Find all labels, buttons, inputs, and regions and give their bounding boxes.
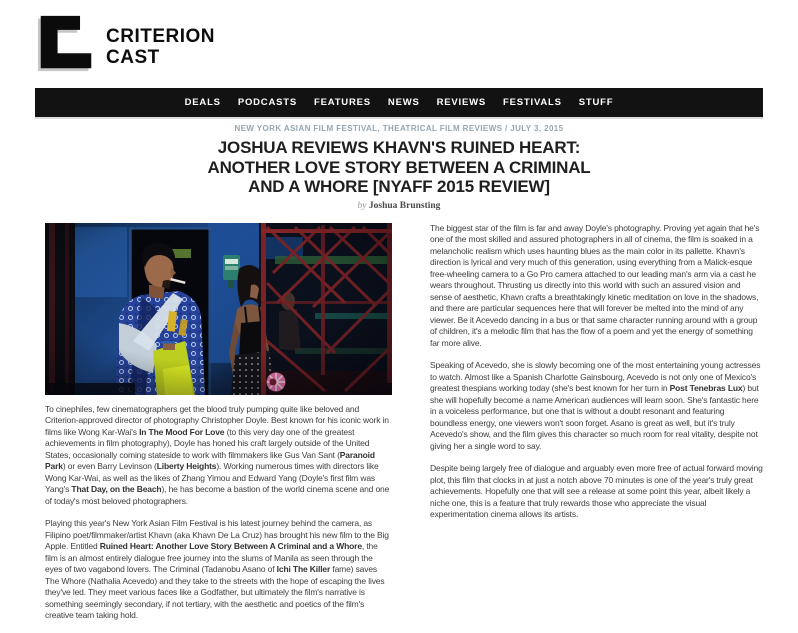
blocky-c-logo-icon — [37, 14, 95, 72]
nav-item-podcasts[interactable]: PODCASTS — [237, 97, 297, 108]
nav-item-features[interactable]: FEATURES — [314, 97, 371, 108]
byline-author[interactable]: Joshua Brunsting — [368, 200, 441, 211]
byline — [0, 201, 798, 211]
nav-item-stuff[interactable]: STUFF — [578, 97, 614, 108]
byline-prefix: by — [357, 200, 367, 211]
breadcrumb-categories[interactable]: NEW YORK ASIAN FILM FESTIVAL, THEATRICAL FILM REVIEWS — [234, 124, 503, 133]
site-header — [0, 0, 798, 76]
breadcrumb-date: JULY 3, 2015 — [510, 124, 564, 133]
nav-item-reviews[interactable]: REVIEWS — [436, 97, 487, 108]
main-nav — [35, 88, 763, 117]
article-hero-image — [45, 223, 392, 395]
criterioncast-logo[interactable] — [37, 14, 95, 72]
article-paragraph: Speaking of Acevedo, she is slowly becoming one of the most entertaining young actresses to watch. Almost like a Spanish Charlotte Gainsbourg, Acevedo is not only one of Mexico's greatest thespians working today (she's best known for her turn in Post Tenebras Lux) but she will hopefully become a name American audiences will learn soon. She's fantastic here in a voiceless performance, but one that is without a doubt resonant and featuring boundless energy, one viewers won't soon forget. Asano is great as well, but it's truly Acevedo's show, and the film gives this character so much room for real vitality, despite not giving her a single word to say. — [430, 360, 761, 451]
article-paragraph: Playing this year's New York Asian Film Festival is his latest journey behind the camera, as Filipino poet/filmmaker/artist Khavn (aka Khavn De La Cruz) has brought his new film to the Big Apple. Entitled Ruined Heart: Another Love Story Between A Criminal and a Whore, the film is an almost entirely dialogue free journey into the slums of Manila as seen through the eyes of two vagabond lovers. The Criminal (Tadanobu Asano of Ichi The Killer fame) saves The Whore (Nathalia Acevedo) and they take to the streets with the hope of escaping the lives they've led. They meet various faces like a Godfather, but ultimately the film's narrative is something seemingly secondary, if not tertiary, with the aesthetic and poetics of the film's creative team taking hold. — [45, 518, 389, 620]
column-right — [430, 223, 763, 633]
nav-item-festivals[interactable]: FESTIVALS — [503, 97, 562, 108]
nav-item-deals[interactable]: DEALS — [184, 97, 221, 108]
column-left — [45, 223, 392, 633]
breadcrumb — [0, 124, 798, 133]
article-paragraph: The biggest star of the film is far and away Doyle's photography. Proving yet again that he's one of the most skilled and assured photographers in all of cinema, the film is soaked in a melancholic realism which uses haunting blues as the main color in its pallette. Khavn's direction is lyrical and very much of this generation, using everything from a Malick-esque free-wheeling camera to a Go Pro camera attached to our leading man's arm via a cast he wears throughout. Thrusting us directly into this world with such an assured vision and sense of aesthetic, Khavn crafts a breathtakingly kinetic meditation on love in the shadows, and there are particular sequences here that will forever be melted into the mind of any viewer. Be it Acevedo dancing in a bus or that same character running around with a group of children, it's a melodic film that has the flow of a poem and yet the energy of something far more alive. — [430, 222, 760, 348]
film-still-graphic — [45, 223, 392, 395]
site-name-line2: CAST — [106, 47, 160, 68]
article-paragraph: To cinephiles, few cinematographers get the blood truly pumping quite like beloved and Criterion-approved director of photography Christopher Doyle. Best known for his iconic work in films like Wong Kar-Wai's In The Mood For Love (to this very day one of the greatest achievements in film photography), Doyle has honed his craft largely outside of the United States, occasionally coming stateside to work with filmmakers like Gus Van Sant (Paranoid Park) or even Barry Levinson (Liberty Heights). Working numerous times with directors like Wong Kar-Wai, as well as the likes of Zhang Yimou and Edward Yang (Doyle's first film was Yang's That Day, on the Beach), he has become a bastion of the world cinema scene and one of today's most beloved photographers. — [45, 403, 390, 506]
site-name[interactable] — [106, 14, 215, 68]
nav-item-news[interactable]: NEWS — [387, 97, 420, 108]
article-paragraph: Despite being largely free of dialogue and arguably even more free of actual forward moving plot, this film that clocks in at just a notch above 70 minutes is one of the year's truly great achievements. Hopefully one that will see a release at some point this year, albeit likely a niche one, this is a feature that truly rewards those who appreciate the visual experimentation cinema allows its artists. — [430, 463, 763, 519]
breadcrumb-separator: / — [504, 124, 508, 133]
article-body — [45, 223, 763, 633]
site-name-line1: CRITERION — [106, 26, 215, 47]
article-header — [0, 124, 798, 211]
article-title: JOSHUA REVIEWS KHAVN'S RUINED HEART: ANOTHER LOVE STORY BETWEEN A CRIMINAL AND A WHORE [NYAFF 2015 REVIEW] — [207, 138, 591, 196]
